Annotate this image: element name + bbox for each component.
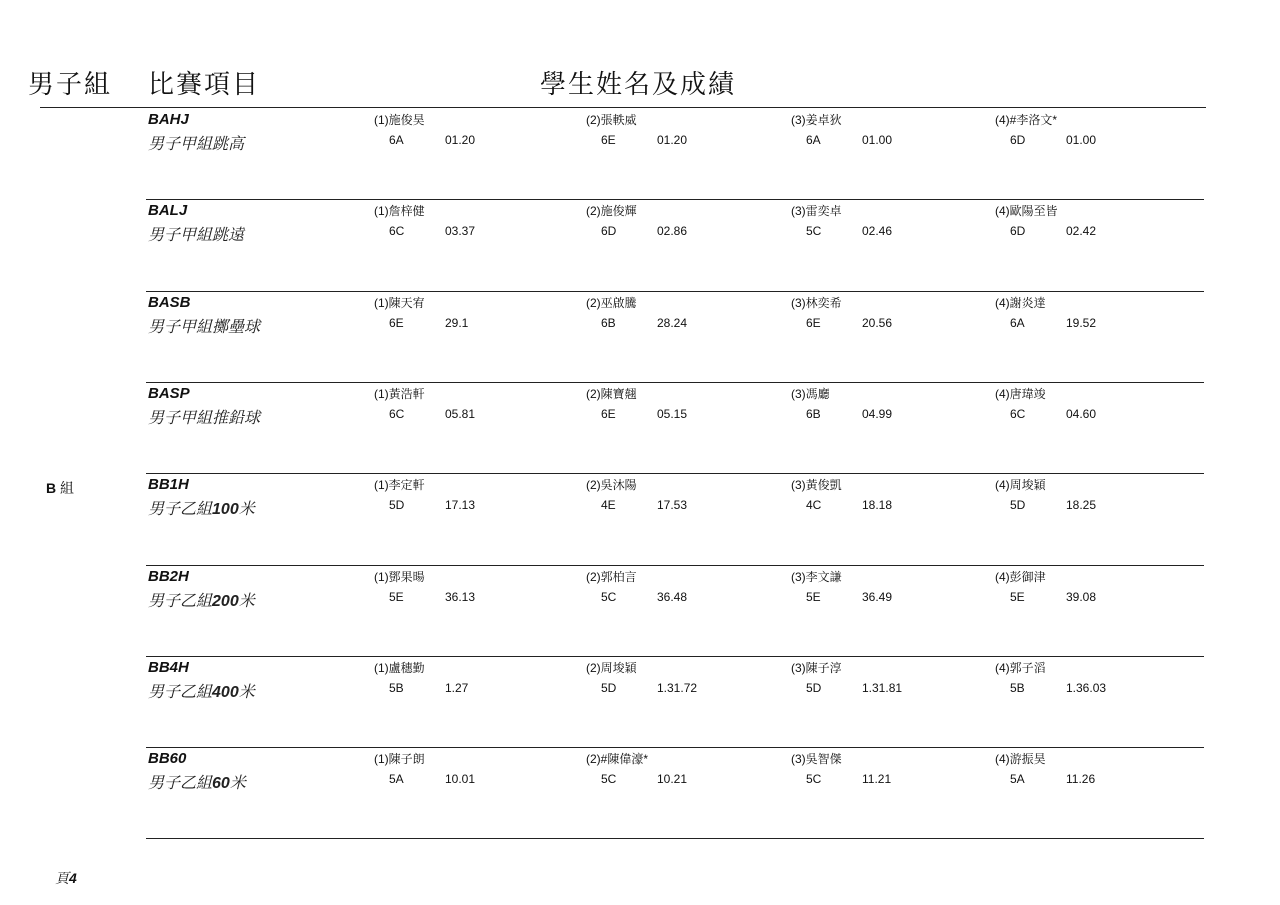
student-class: 6E: [806, 316, 821, 330]
student-result: 01.00: [862, 133, 893, 147]
student-name: (4)游振昊: [995, 752, 1046, 766]
student-result: 19.52: [1066, 316, 1097, 330]
result-entry: [374, 476, 574, 516]
event-code: BAHJ: [148, 111, 189, 128]
student-name: (4)謝炎達: [995, 296, 1046, 310]
student-class: 6D: [1010, 224, 1026, 238]
student-result: 1.31.72: [657, 681, 698, 695]
student-name: (4)歐陽至皆: [995, 204, 1058, 218]
student-result: 28.24: [657, 316, 688, 330]
result-entry: [586, 111, 786, 151]
result-entry: [791, 568, 991, 608]
page-number: [55, 868, 77, 888]
event-name: [148, 314, 260, 337]
student-result: 02.42: [1066, 224, 1097, 238]
student-result: 1.31.81: [862, 681, 903, 695]
student-class: 4C: [806, 498, 822, 512]
student-name: (1)黃浩軒: [374, 387, 425, 401]
event-name: [148, 496, 255, 519]
student-result: 1.27: [445, 681, 469, 695]
student-name: (3)馮廳: [791, 387, 830, 401]
student-name: (2)#陳偉濠*: [586, 752, 649, 766]
event-code: BB2H: [148, 568, 189, 585]
result-entry: [791, 385, 991, 425]
event-name: [148, 588, 255, 611]
student-result: 05.15: [657, 407, 688, 421]
result-entry: [586, 750, 786, 790]
event-code: BALJ: [148, 202, 188, 219]
student-result: 02.86: [657, 224, 688, 238]
result-entry: [791, 111, 991, 151]
student-name: (2)吳沐陽: [586, 478, 637, 492]
group-label: [46, 478, 74, 498]
group-letter: B: [46, 480, 57, 496]
event-name: [148, 222, 244, 245]
student-result: 02.46: [862, 224, 893, 238]
student-name: (1)陳天宥: [374, 296, 425, 310]
event-name-prefix: 男子乙組: [148, 593, 213, 610]
event-row: [146, 473, 1206, 563]
student-name: (4)周埈穎: [995, 478, 1046, 492]
student-result: 11.21: [862, 772, 892, 786]
student-class: 6E: [389, 316, 404, 330]
result-entry: [374, 202, 574, 242]
student-name: (2)巫啟騰: [586, 296, 637, 310]
student-result: 18.18: [862, 498, 893, 512]
student-result: 36.49: [862, 590, 893, 604]
student-name: (2)郭柏言: [586, 570, 637, 584]
event-row: [146, 108, 1206, 198]
student-result: 10.21: [657, 772, 688, 786]
event-row: [146, 291, 1206, 381]
student-name: (1)盧穗勤: [374, 661, 425, 675]
header-students: 學生姓名及成績: [540, 70, 737, 100]
student-class: 5D: [601, 681, 617, 695]
result-entry: [586, 659, 786, 699]
result-entry: [586, 568, 786, 608]
student-class: 5B: [389, 681, 404, 695]
student-name: (3)李文謙: [791, 570, 842, 584]
event-name-suffix: 米: [238, 501, 255, 518]
student-result: 05.81: [445, 407, 476, 421]
event-row: [146, 382, 1206, 472]
student-class: 5B: [1010, 681, 1025, 695]
event-name-prefix: 男子乙組: [148, 501, 213, 518]
student-name: (1)陳子朗: [374, 752, 425, 766]
event-name-prefix: 男子甲組跳遠: [148, 227, 245, 244]
result-entry: [374, 568, 574, 608]
student-class: 6E: [601, 133, 616, 147]
student-result: 18.25: [1066, 498, 1097, 512]
event-code: BB4H: [148, 659, 189, 676]
result-entry: [374, 750, 574, 790]
event-name-prefix: 男子乙組: [148, 684, 213, 701]
event-divider: [146, 838, 1204, 839]
student-name: (1)詹梓健: [374, 204, 425, 218]
event-name: [148, 131, 244, 154]
result-entry: [586, 202, 786, 242]
student-result: 17.13: [445, 498, 476, 512]
student-name: (1)施俊昊: [374, 113, 425, 127]
student-class: 5D: [1010, 498, 1026, 512]
result-entry: [791, 476, 991, 516]
student-class: 5C: [601, 772, 617, 786]
student-name: (4)郭子滔: [995, 661, 1046, 675]
student-class: 4E: [601, 498, 616, 512]
event-name-prefix: 男子甲組擲壘球: [148, 319, 261, 336]
student-class: 5E: [389, 590, 404, 604]
student-class: 5C: [601, 590, 617, 604]
student-name: (3)林奕希: [791, 296, 842, 310]
result-entry: [791, 659, 991, 699]
event-code: BASB: [148, 294, 191, 311]
student-class: 6D: [1010, 133, 1026, 147]
student-class: 6B: [601, 316, 616, 330]
student-class: 6D: [601, 224, 617, 238]
event-row: [146, 565, 1206, 655]
header-division: 男子組: [28, 70, 113, 100]
student-name: (2)施俊輝: [586, 204, 637, 218]
student-result: 36.48: [657, 590, 688, 604]
student-class: 6C: [389, 407, 405, 421]
student-result: 10.01: [445, 772, 476, 786]
student-result: 01.00: [1066, 133, 1097, 147]
student-name: (1)鄧果暘: [374, 570, 425, 584]
student-result: 29.1: [445, 316, 469, 330]
event-name-bold: 400: [212, 684, 239, 701]
page-prefix: 頁: [55, 871, 69, 887]
student-result: 04.60: [1066, 407, 1097, 421]
result-entry: [995, 750, 1195, 790]
event-name-suffix: 米: [238, 684, 255, 701]
result-entry: [374, 294, 574, 334]
page-number-value: 4: [69, 870, 77, 886]
result-entry: [995, 476, 1195, 516]
event-row: [146, 199, 1206, 289]
event-name-bold: 200: [212, 593, 239, 610]
event-row: [146, 656, 1206, 746]
event-code: BASP: [148, 385, 190, 402]
student-name: (1)李定軒: [374, 478, 425, 492]
student-result: 20.56: [862, 316, 893, 330]
student-class: 6B: [806, 407, 821, 421]
event-code: BB1H: [148, 476, 189, 493]
student-class: 5A: [1010, 772, 1025, 786]
student-result: 11.26: [1066, 772, 1096, 786]
student-result: 39.08: [1066, 590, 1097, 604]
student-result: 03.37: [445, 224, 476, 238]
event-name-bold: 60: [212, 775, 230, 792]
student-result: 1.36.03: [1066, 681, 1107, 695]
student-class: 5D: [389, 498, 405, 512]
result-entry: [995, 111, 1195, 151]
result-entry: [791, 202, 991, 242]
student-name: (4)彭御津: [995, 570, 1046, 584]
result-entry: [374, 111, 574, 151]
student-class: 5E: [806, 590, 821, 604]
result-entry: [586, 385, 786, 425]
student-class: 6A: [806, 133, 821, 147]
result-entry: [995, 568, 1195, 608]
student-name: (4)唐瑋竣: [995, 387, 1046, 401]
student-name: (3)姜卓狄: [791, 113, 842, 127]
event-name-suffix: 米: [229, 775, 246, 792]
event-name-prefix: 男子甲組跳高: [148, 136, 245, 153]
result-entry: [995, 202, 1195, 242]
event-name-suffix: 米: [238, 593, 255, 610]
student-name: (3)雷奕卓: [791, 204, 842, 218]
student-class: 5C: [806, 224, 822, 238]
student-name: (2)張軼威: [586, 113, 637, 127]
result-entry: [791, 294, 991, 334]
student-class: 6C: [389, 224, 405, 238]
student-class: 5A: [389, 772, 404, 786]
result-entry: [586, 476, 786, 516]
student-result: 01.20: [445, 133, 476, 147]
event-row: [146, 747, 1206, 837]
event-code: BB60: [148, 750, 187, 767]
student-class: 5E: [1010, 590, 1025, 604]
student-class: 6A: [1010, 316, 1025, 330]
result-entry: [374, 385, 574, 425]
student-result: 17.53: [657, 498, 688, 512]
header-event: 比賽項目: [148, 70, 261, 100]
student-class: 6C: [1010, 407, 1026, 421]
student-name: (2)周埈穎: [586, 661, 637, 675]
student-result: 01.20: [657, 133, 688, 147]
event-name: [148, 405, 260, 428]
event-name-prefix: 男子乙組: [148, 775, 213, 792]
student-name: (3)黃俊凱: [791, 478, 842, 492]
event-name: [148, 679, 255, 702]
student-class: 6E: [601, 407, 616, 421]
result-entry: [995, 659, 1195, 699]
student-class: 5D: [806, 681, 822, 695]
student-name: (4)#李洛文*: [995, 113, 1058, 127]
student-result: 36.13: [445, 590, 476, 604]
result-entry: [995, 385, 1195, 425]
event-name-bold: 100: [212, 501, 239, 518]
student-class: 6A: [389, 133, 404, 147]
student-name: (2)陳寶翹: [586, 387, 637, 401]
student-class: 5C: [806, 772, 822, 786]
result-entry: [995, 294, 1195, 334]
result-entry: [791, 750, 991, 790]
event-name-prefix: 男子甲組推鉛球: [148, 410, 261, 427]
event-name: [148, 770, 246, 793]
result-entry: [374, 659, 574, 699]
student-name: (3)吳智傑: [791, 752, 842, 766]
group-text: 組: [60, 480, 75, 496]
student-result: 04.99: [862, 407, 893, 421]
student-name: (3)陳子淳: [791, 661, 842, 675]
result-entry: [586, 294, 786, 334]
